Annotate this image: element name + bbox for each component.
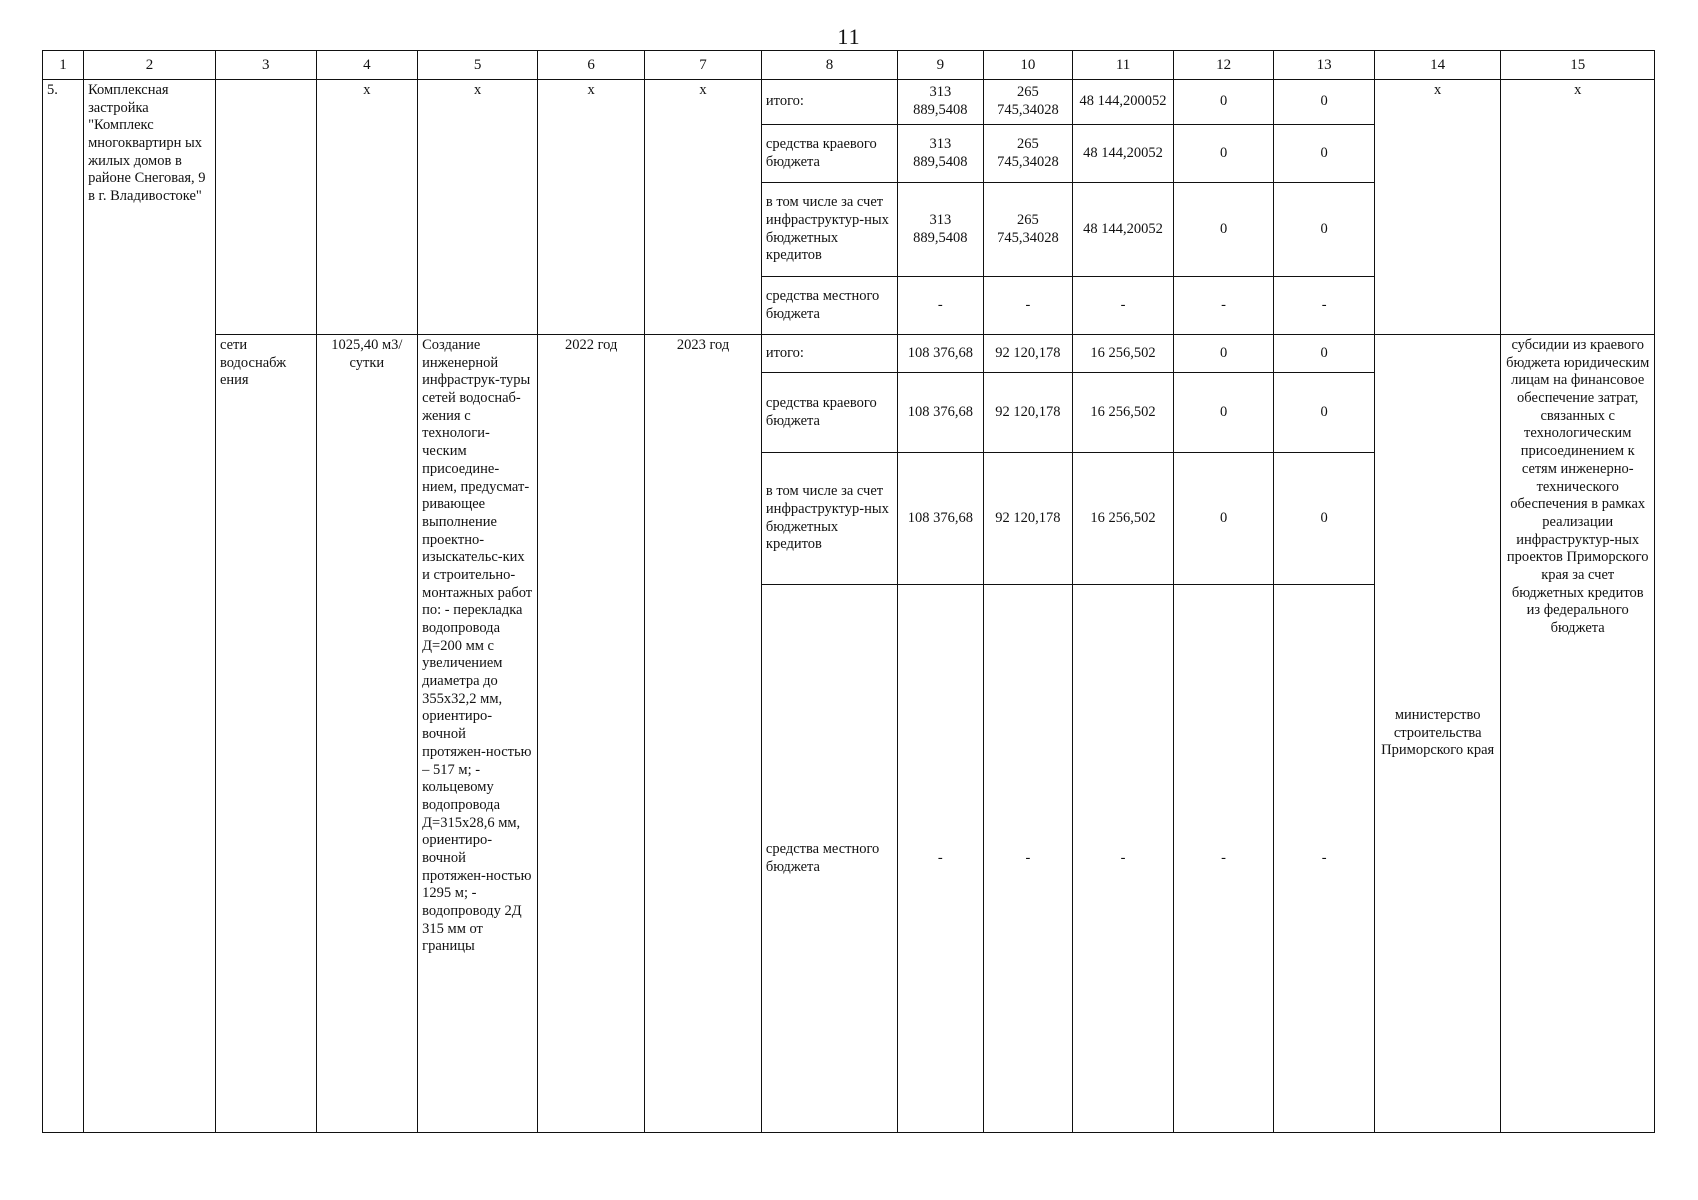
start-year: 2022 год <box>538 335 645 1133</box>
value-cell: 0 <box>1173 125 1274 183</box>
funding-label: средства местного бюджета <box>761 585 897 1133</box>
cell-x: х <box>538 80 645 335</box>
value-cell: 108 376,68 <box>898 453 983 585</box>
col-header: 5 <box>418 51 538 80</box>
value-cell: - <box>1073 277 1174 335</box>
funding-label: средства краевого бюджета <box>761 373 897 453</box>
cell-x: х <box>418 80 538 335</box>
col-header: 9 <box>898 51 983 80</box>
cell-x: х <box>316 80 418 335</box>
funding-label: средства краевого бюджета <box>761 125 897 183</box>
work-description: Создание инженерной инфраструк-туры сетей водоснаб-жения с технологи-ческим присоедине-нием, предусмат-ривающее выполнение проектно-изыскательс-ких и строительно-монтажных работ по: - перекладка водопровода Д=200 мм с увеличением диаметра до 355х32,2 мм, ориентиро-вочной протяжен-ностью – 517 м; - кольцевому водопровода Д=315х28,6 мм, ориентиро-вочной протяжен-ностью 1295 м; - водопроводу 2Д 315 мм от границы <box>418 335 538 1133</box>
value-cell: 48 144,20052 <box>1073 183 1174 277</box>
col-header: 2 <box>84 51 216 80</box>
col-header: 11 <box>1073 51 1174 80</box>
value-cell: - <box>1173 277 1274 335</box>
funding-label: средства местного бюджета <box>761 277 897 335</box>
page-number: 11 <box>837 24 861 49</box>
value-cell: 16 256,502 <box>1073 335 1174 373</box>
value-cell: 0 <box>1274 373 1375 453</box>
value-cell: 0 <box>1274 80 1375 125</box>
value-cell: 0 <box>1274 183 1375 277</box>
budget-table <box>42 50 1655 1133</box>
header-row <box>43 51 1655 80</box>
cell-x: х <box>1374 80 1500 335</box>
value-cell: 0 <box>1274 453 1375 585</box>
col-header: 1 <box>43 51 84 80</box>
value-cell: 16 256,502 <box>1073 453 1174 585</box>
value-cell: - <box>1274 585 1375 1133</box>
col-header: 7 <box>645 51 762 80</box>
value-cell: - <box>1073 585 1174 1133</box>
end-year: 2023 год <box>645 335 762 1133</box>
responsible-ministry: министерство строительства Приморского края <box>1374 335 1500 1133</box>
capacity: 1025,40 м3/сутки <box>316 335 418 1133</box>
cell-x: х <box>1501 80 1655 335</box>
funding-label: итого: <box>761 80 897 125</box>
value-cell: 0 <box>1173 80 1274 125</box>
value-cell: - <box>898 585 983 1133</box>
object-name: Комплексная застройка "Комплекс многоквартирн ых жилых домов в районе Снеговая, 9 в г. Владивостоке" <box>84 80 216 1133</box>
value-cell: 0 <box>1173 335 1274 373</box>
col-header: 3 <box>215 51 316 80</box>
funding-purpose: субсидии из краевого бюджета юридическим лицам на финансовое обеспечение затрат, связанных с технологическим присоединением к сетям инженерно-технического обеспечения в рамках реализации инфраструктур-ных проектов Приморского края за счет бюджетных кредитов из федерального бюджета <box>1501 335 1655 1133</box>
value-cell: - <box>983 277 1073 335</box>
value-cell: - <box>1274 277 1375 335</box>
cell-x: х <box>645 80 762 335</box>
funding-label: в том числе за счет инфраструктур-ных бюджетных кредитов <box>761 453 897 585</box>
value-cell: 0 <box>1274 125 1375 183</box>
value-cell: 92 120,178 <box>983 335 1073 373</box>
value-cell: 108 376,68 <box>898 335 983 373</box>
value-cell: - <box>983 585 1073 1133</box>
value-cell: 0 <box>1274 335 1375 373</box>
col-header: 12 <box>1173 51 1274 80</box>
col-header: 13 <box>1274 51 1375 80</box>
value-cell: 92 120,178 <box>983 373 1073 453</box>
table-row <box>43 80 1655 125</box>
cell-empty <box>215 80 316 335</box>
funding-label: в том числе за счет инфраструктур-ных бюджетных кредитов <box>761 183 897 277</box>
value-cell: 48 144,20052 <box>1073 125 1174 183</box>
table-row <box>43 335 1655 373</box>
value-cell: 16 256,502 <box>1073 373 1174 453</box>
funding-label: итого: <box>761 335 897 373</box>
value-cell: 313 889,5408 <box>898 183 983 277</box>
value-cell: 313 889,5408 <box>898 125 983 183</box>
col-header: 8 <box>761 51 897 80</box>
value-cell: 313 889,5408 <box>898 80 983 125</box>
value-cell: - <box>1173 585 1274 1133</box>
col-header: 10 <box>983 51 1073 80</box>
col-header: 14 <box>1374 51 1500 80</box>
value-cell: 265 745,34028 <box>983 125 1073 183</box>
value-cell: 0 <box>1173 183 1274 277</box>
value-cell: 92 120,178 <box>983 453 1073 585</box>
col-header: 4 <box>316 51 418 80</box>
value-cell: 265 745,34028 <box>983 183 1073 277</box>
network-type: сети водоснабж ения <box>215 335 316 1133</box>
value-cell: 48 144,200052 <box>1073 80 1174 125</box>
value-cell: 108 376,68 <box>898 373 983 453</box>
value-cell: 0 <box>1173 373 1274 453</box>
value-cell: - <box>898 277 983 335</box>
value-cell: 0 <box>1173 453 1274 585</box>
row-number: 5. <box>43 80 84 1133</box>
value-cell: 265 745,34028 <box>983 80 1073 125</box>
col-header: 6 <box>538 51 645 80</box>
col-header: 15 <box>1501 51 1655 80</box>
